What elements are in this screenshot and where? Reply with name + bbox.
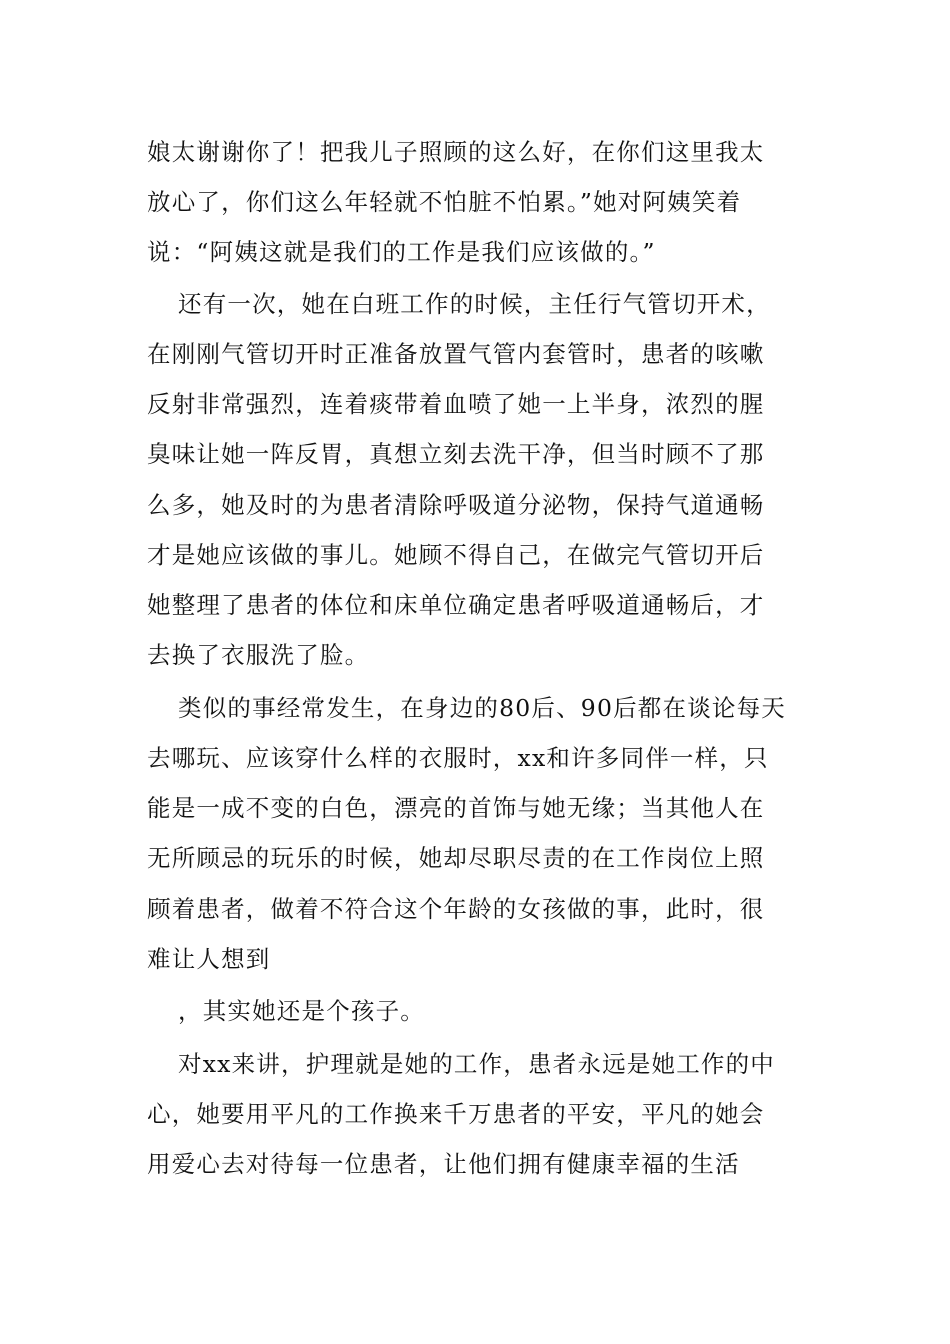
text-line: 用爱心去对待每一位患者，让他们拥有健康幸福的生活 xyxy=(147,1150,740,1178)
text-line: 才是她应该做的事儿。她顾不得自己，在做完气管切开后 xyxy=(147,541,765,569)
paragraph-first-line: 对xx来讲，护理就是她的工作，患者永远是她工作的中 xyxy=(178,1050,776,1078)
paragraph-first-line: 类似的事经常发生，在身边的80后、90后都在谈论每天 xyxy=(178,694,787,722)
text-line: 娘太谢谢你了！把我儿子照顾的这么好，在你们这里我太 xyxy=(147,138,765,166)
text-line: 么多，她及时的为患者清除呼吸道分泌物，保持气道通畅 xyxy=(147,491,765,519)
text-line: 难让人想到 xyxy=(147,945,271,973)
text-line: 能是一成不变的白色，漂亮的首饰与她无缘；当其他人在 xyxy=(147,794,765,822)
text-line: 顾着患者，做着不符合这个年龄的女孩做的事，此时，很 xyxy=(147,895,765,923)
paragraph-first-line: ，其实她还是个孩子。 xyxy=(178,997,425,1025)
text-line: 去换了衣服洗了脸。 xyxy=(147,641,370,669)
text-line: 无所顾忌的玩乐的时候，她却尽职尽责的在工作岗位上照 xyxy=(147,844,765,872)
text-line: 说：“阿姨这就是我们的工作是我们应该做的。” xyxy=(147,238,656,266)
text-line: 放心了，你们这么年轻就不怕脏不怕累。”她对阿姨笑着 xyxy=(147,188,742,216)
text-line: 反射非常强烈，连着痰带着血喷了她一上半身，浓烈的腥 xyxy=(147,390,765,418)
text-line: 臭味让她一阵反胃，真想立刻去洗干净，但当时顾不了那 xyxy=(147,440,765,468)
text-line: 心，她要用平凡的工作换来千万患者的平安，平凡的她会 xyxy=(147,1100,765,1128)
text-line: 在刚刚气管切开时正准备放置气管内套管时，患者的咳嗽 xyxy=(147,340,765,368)
paragraph-first-line: 还有一次，她在白班工作的时候，主任行气管切开术， xyxy=(178,290,771,318)
text-line: 去哪玩、应该穿什么样的衣服时，xx和许多同伴一样，只 xyxy=(147,744,769,772)
text-line: 她整理了患者的体位和床单位确定患者呼吸道通畅后，才 xyxy=(147,591,765,619)
